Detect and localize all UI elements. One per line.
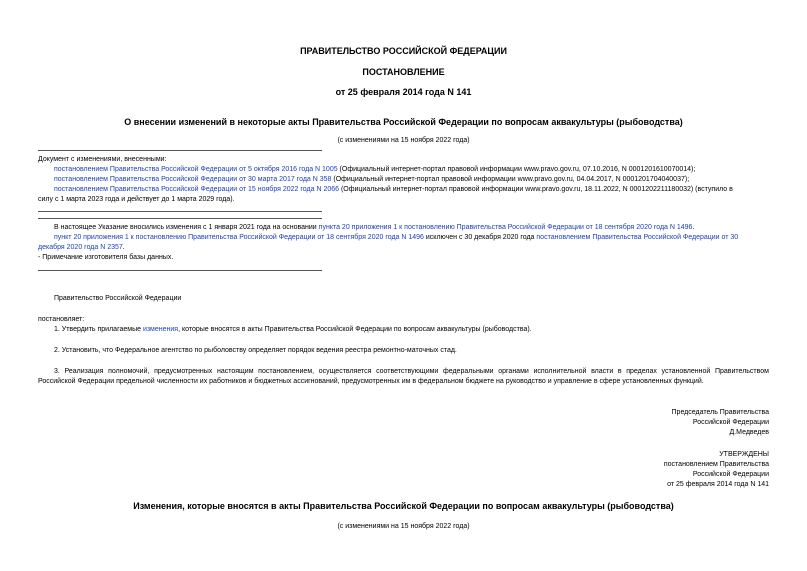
- divider: [38, 150, 322, 151]
- government-label: Правительство Российской Федерации: [54, 295, 182, 302]
- change-link[interactable]: постановлением Правительства Российской Федерации от 15 ноября 2022 года N 2066: [54, 186, 340, 193]
- decides-label: постановляет:: [38, 316, 85, 323]
- change-item-continued: силу с 1 марта 2023 года и действует до 1 марта 2029 года).: [38, 196, 235, 203]
- doc-date-number: от 25 февраля 2014 года N 141: [335, 87, 472, 97]
- note-link[interactable]: декабря 2020 года N 2357: [38, 244, 123, 251]
- org-name: ПРАВИТЕЛЬСТВО РОССИЙСКОЙ ФЕДЕРАЦИИ: [300, 46, 507, 56]
- change-link[interactable]: постановлением Правительства Российской Федерации от 5 октября 2016 года N 1005: [54, 166, 338, 173]
- divider: [38, 218, 322, 219]
- change-link[interactable]: постановлением Правительства Российской Федерации от 30 марта 2017 года N 358: [54, 176, 332, 183]
- change-item: постановлением Правительства Российской Федерации от 15 ноября 2022 года N 2066 (Официальный интернет-портал правовой информации www.pravo.gov.ru, 18.11.2022, N 0001202211180032) (вступило в: [54, 186, 733, 193]
- note-link[interactable]: постановлением Правительства Российской Федерации от 30: [536, 234, 739, 241]
- divider: [38, 270, 322, 271]
- change-item: постановлением Правительства Российской Федерации от 5 октября 2016 года N 1005 (Официальный интернет-портал правовой информации www.pravo.gov.ru, 07.10.2016, N 0001201610070014);: [54, 166, 696, 173]
- note-link[interactable]: пункта 20 приложения 1 к постановлению Правительства Российской Федерации от 18 сентября 2020 года N 1496: [318, 224, 693, 231]
- revision-note: (с изменениями на 15 ноября 2022 года): [337, 137, 470, 144]
- change-item: постановлением Правительства Российской Федерации от 30 марта 2017 года N 358 (Официальный интернет-портал правовой информации www.pravo.gov.ru, 04.04.2017, N 0001201704040037);: [54, 176, 690, 183]
- approved-block: УТВЕРЖДЕНЫ постановлением Правительства Российской Федерации от 25 февраля 2014 года N 141: [663, 451, 769, 488]
- changes-link[interactable]: изменения: [142, 326, 179, 333]
- note-link[interactable]: пункт 20 приложения 1 к постановлению Правительства Российской Федерации от 18 сентября 2020 года N 1496: [54, 234, 424, 241]
- paragraph-1: 1. Утвердить прилагаемые изменения, которые вносятся в акты Правительства Российской Федерации по вопросам аквакультуры (рыбоводства).: [54, 326, 532, 333]
- paragraph-2: 2. Установить, что Федеральное агентство по рыболовству определяет порядок ведения реестра ремонтно-маточных стад.: [54, 347, 457, 354]
- paragraph-3: 3. Реализация полномочий, предусмотренных настоящим постановлением, осуществляется соответствующими федеральными органами исполнительной власти в пределах установленной Правительством Российской Федерации предельной численности их работников и бюджетных ассигнований, предусмотренных им в федеральном бюджете на руководство и управление в сфере установленных функций.: [38, 368, 769, 385]
- doc-title: О внесении изменений в некоторые акты Правительства Российской Федерации по вопросам аквакультуры (рыбоводства): [124, 117, 683, 127]
- editor-note: В настоящее Указание вносились изменения с 1 января 2021 года на основании пункта 20 приложения 1 к постановлению Правительства Российской Федерации от 18 сентября 2020 года N 1496. пункт 20 приложения 1 к постановлению Правительства Российской Федерации от 18 сентября 2020 года N 1496 исключен с 30 декабря 2020 года постановлением Правительства Российской Федерации от 30 декабря 2020 года N 2357. - Примечание изготовителя базы данных.: [38, 223, 769, 263]
- note-footer: - Примечание изготовителя базы данных.: [38, 254, 174, 261]
- doc-type: ПОСТАНОВЛЕНИЕ: [362, 67, 445, 77]
- changes-block: [38, 155, 769, 205]
- signature-block: Председатель Правительства Российской Федерации Д.Медведев: [671, 409, 769, 436]
- appendix-title: Изменения, которые вносятся в акты Правительства Российской Федерации по вопросам аквакультуры (рыбоводства): [133, 501, 674, 511]
- divider: [38, 211, 322, 212]
- appendix-revision: (с изменениями на 15 ноября 2022 года): [337, 523, 470, 530]
- changes-intro: Документ с изменениями, внесенными:: [38, 156, 167, 163]
